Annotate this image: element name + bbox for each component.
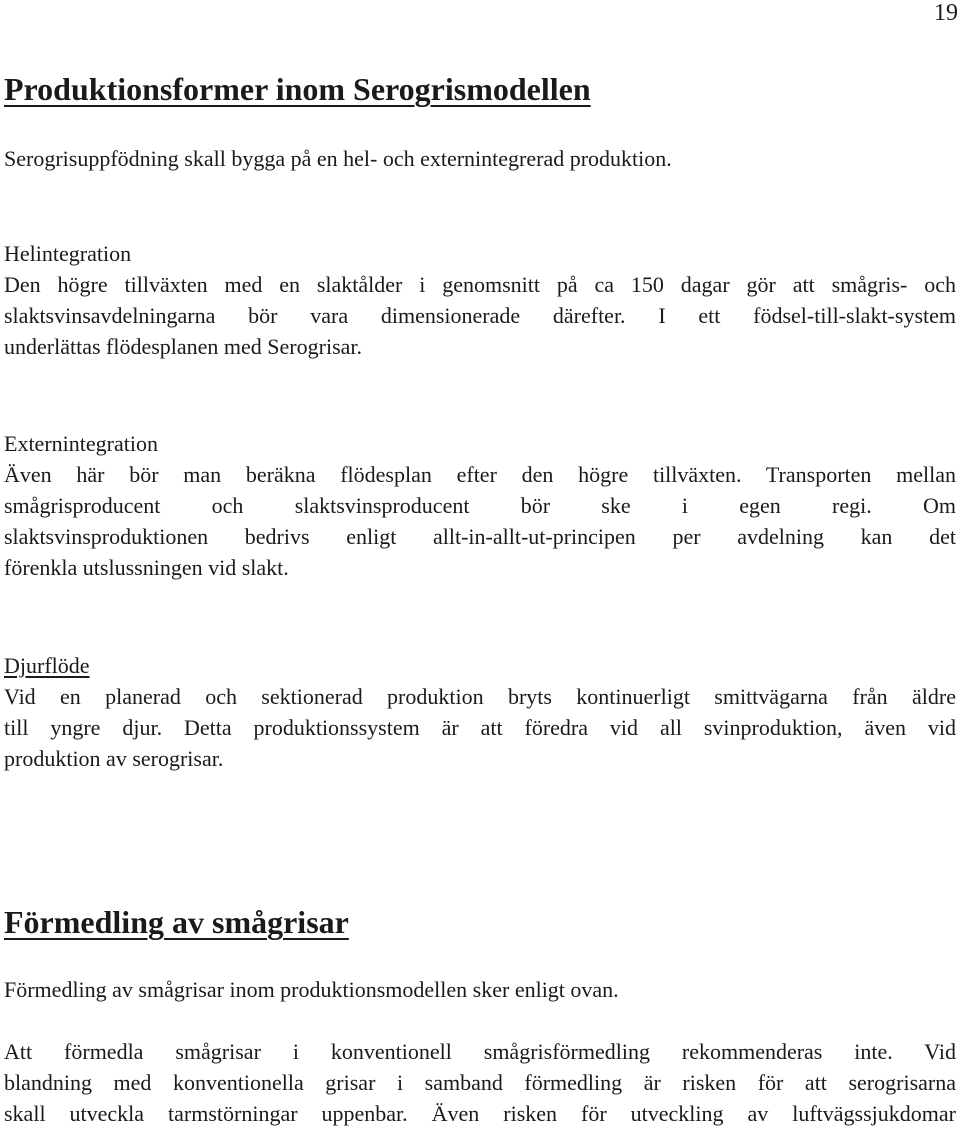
formedling-paragraph-1 bbox=[4, 974, 956, 1005]
djurflode-line-3: produktion av serogrisar. bbox=[4, 746, 224, 771]
formedling-p1-line: Förmedling av smågrisar inom produktionsmodellen sker enligt ovan. bbox=[4, 977, 619, 1002]
externintegration-line-3: slaktsvinsproduktionen bedrivs enligt allt-in-allt-ut-principen per avdelning kan det bbox=[4, 524, 956, 549]
helintegration-line-3: underlättas flödesplanen med Serogrisar. bbox=[4, 334, 363, 359]
djurflode-line-1: Vid en planerad och sektionerad produktion bryts kontinuerligt smittvägarna från äldre bbox=[4, 684, 956, 709]
section-heading-formedling: Förmedling av smågrisar bbox=[4, 904, 349, 940]
helintegration-line-2: slaktsvinsavdelningarna bör vara dimensionerade därefter. I ett födsel-till-slakt-system bbox=[4, 303, 956, 328]
intro-paragraph bbox=[4, 143, 956, 174]
externintegration-line-1: Även här bör man beräkna flödesplan efter den högre tillväxten. Transporten mellan bbox=[4, 462, 956, 487]
formedling-p2-line-1: Att förmedla smågrisar i konventionell smågrisförmedling rekommenderas inte. Vid bbox=[4, 1039, 956, 1064]
helintegration-line-1: Den högre tillväxten med en slaktålder i genomsnitt på ca 150 dagar gör att smågris- och bbox=[4, 272, 956, 297]
externintegration-title: Externintegration bbox=[4, 431, 158, 456]
formedling-paragraph-2 bbox=[4, 1036, 956, 1129]
page-number: 19 bbox=[934, 0, 958, 26]
intro-line: Serogrisuppfödning skall bygga på en hel- och externintegrerad produktion. bbox=[4, 146, 672, 171]
djurflode-line-2: till yngre djur. Detta produktionssystem är att föredra vid all svinproduktion, även vid bbox=[4, 715, 956, 740]
helintegration-block bbox=[4, 238, 956, 362]
externintegration-block bbox=[4, 428, 956, 583]
externintegration-line-4: förenkla utslussningen vid slakt. bbox=[4, 555, 289, 580]
externintegration-line-2: smågrisproducent och slaktsvinsproducent bör ske i egen regi. Om bbox=[4, 493, 956, 518]
formedling-p2-line-2: blandning med konventionella grisar i samband förmedling är risken för att serogrisarna bbox=[4, 1070, 956, 1095]
section-heading-produktionsformer: Produktionsformer inom Serogrismodellen bbox=[4, 71, 591, 107]
helintegration-title: Helintegration bbox=[4, 241, 132, 266]
formedling-p2-line-3: skall utveckla tarmstörningar uppenbar. Även risken för utveckling av luftvägssjukdomar bbox=[4, 1101, 956, 1126]
djurflode-block bbox=[4, 650, 956, 774]
djurflode-title: Djurflöde bbox=[4, 653, 90, 678]
